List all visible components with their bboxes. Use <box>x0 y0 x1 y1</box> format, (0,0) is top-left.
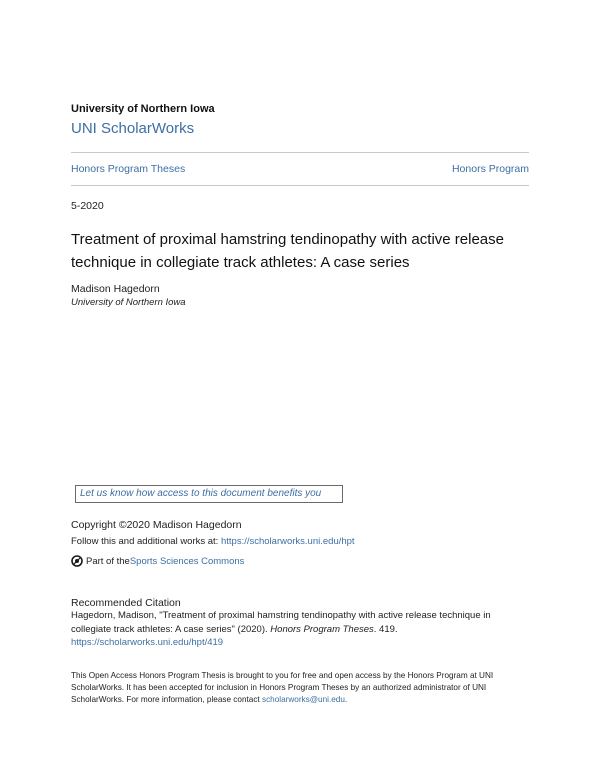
series-link[interactable]: Honors Program Theses <box>71 163 186 175</box>
commons-link[interactable]: Sports Sciences Commons <box>129 555 245 567</box>
commons-network-icon <box>71 555 83 567</box>
publication-date: 5-2020 <box>71 200 104 212</box>
copyright-statement: Copyright ©2020 Madison Hagedorn <box>71 519 242 531</box>
author-affiliation: University of Northern Iowa <box>71 297 186 308</box>
divider-top <box>71 152 529 153</box>
feedback-link[interactable]: Let us know how access to this document benefits you <box>75 485 343 503</box>
citation-heading: Recommended Citation <box>71 597 181 609</box>
open-access-notice <box>71 670 533 706</box>
repository-link[interactable]: UNI ScholarWorks <box>71 120 195 137</box>
institution-name: University of Northern Iowa <box>71 103 215 115</box>
divider-bottom <box>71 185 529 186</box>
follow-url-link[interactable]: https://scholarworks.uni.edu/hpt <box>220 536 355 547</box>
notice-end: . <box>344 695 348 704</box>
part-of-line <box>71 555 244 567</box>
program-link[interactable]: Honors Program <box>451 163 529 175</box>
follow-line <box>71 536 355 547</box>
notice-text: This Open Access Honors Program Thesis is brought to you for free and open access by the Honors Program at UNI ScholarWorks. It has been accepted for inclusion in Honors Program Theses by an authorized administrator of UNI ScholarWorks. For more information, please contact <box>71 671 494 704</box>
citation-text <box>71 609 531 650</box>
part-of-prefix: Part of the <box>86 555 130 567</box>
contact-email-link[interactable]: scholarworks@uni.edu <box>261 695 345 704</box>
citation-series: Honors Program Theses <box>270 623 374 635</box>
citation-body: Hagedorn, Madison, "Treatment of proximal hamstring tendinopathy with active release technique in collegiate track athletes: A case series" (2020). <box>71 610 491 635</box>
author-name: Madison Hagedorn <box>71 283 160 295</box>
follow-prefix: Follow this and additional works at: <box>71 536 221 547</box>
citation-number: . 419. <box>373 623 398 635</box>
citation-url-link[interactable]: https://scholarworks.uni.edu/hpt/419 <box>71 637 224 648</box>
paper-title: Treatment of proximal hamstring tendinopathy with active release technique in collegiate track athletes: A case series <box>71 231 504 271</box>
